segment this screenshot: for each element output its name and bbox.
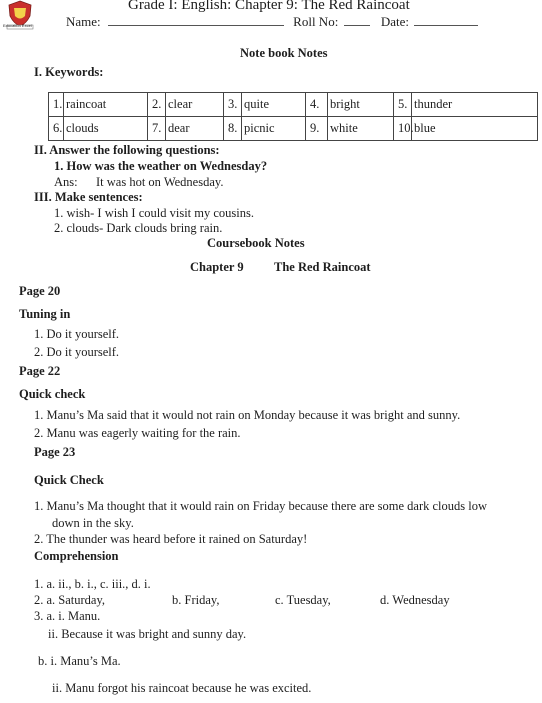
comprehension-heading: Comprehension <box>34 549 119 563</box>
keyword: clouds <box>64 117 148 141</box>
list-item: 3. a. i. Manu. <box>34 609 101 623</box>
answer-1: It was hot on Wednesday. <box>96 175 224 189</box>
sentences-heading: III. Make sentences: <box>34 190 143 204</box>
list-item-continuation: down in the sky. <box>52 516 134 530</box>
logo-caption: Education Excel <box>3 23 32 28</box>
page-20-heading: Page 20 <box>19 284 61 298</box>
keyword: blue <box>412 117 538 141</box>
tuning-in-heading: Tuning in <box>19 307 71 321</box>
keyword-number: 3. <box>224 93 242 117</box>
quick-check-2-heading: Quick Check <box>34 473 104 487</box>
answer-option: 2. a. Saturday, <box>34 593 106 607</box>
keyword-number: 10. <box>394 117 412 141</box>
keyword: bright <box>328 93 394 117</box>
answer-option: b. Friday, <box>172 593 220 607</box>
questions-heading: II. Answer the following questions: <box>34 143 220 157</box>
keyword: quite <box>242 93 306 117</box>
date-label: Date: <box>380 14 409 29</box>
list-item: ii. Manu forgot his raincoat because he was excited. <box>52 681 312 695</box>
keyword-number: 2. <box>148 93 166 117</box>
coursebook-heading: Coursebook Notes <box>207 236 305 250</box>
list-item: 2. Manu was eagerly waiting for the rain. <box>34 426 241 440</box>
list-item: 1. Do it yourself. <box>34 327 120 341</box>
question-1: 1. How was the weather on Wednesday? <box>54 159 268 173</box>
quick-check-heading: Quick check <box>19 387 86 401</box>
sentence-item: 2. clouds- Dark clouds bring rain. <box>54 221 223 235</box>
list-item: ii. Because it was bright and sunny day. <box>48 627 247 641</box>
keyword-number: 9. <box>306 117 328 141</box>
keyword-number: 8. <box>224 117 242 141</box>
keywords-table <box>48 92 538 141</box>
keyword: white <box>328 117 394 141</box>
list-item: 1. a. ii., b. i., c. iii., d. i. <box>34 577 151 591</box>
list-item: 1. Manu’s Ma said that it would not rain on Monday because it was bright and sunny. <box>34 408 461 422</box>
roll-label: Roll No: <box>293 14 339 29</box>
keyword: thunder <box>412 93 538 117</box>
keyword: raincoat <box>64 93 148 117</box>
keywords-heading: I. Keywords: <box>34 65 104 79</box>
keyword-number: 6. <box>49 117 64 141</box>
answer-label: Ans: <box>54 175 78 189</box>
keyword-number: 5. <box>394 93 412 117</box>
date-field[interactable] <box>414 15 478 26</box>
keyword: clear <box>166 93 224 117</box>
answer-option: c. Tuesday, <box>275 593 331 607</box>
student-info-row <box>66 14 478 30</box>
keywords-row <box>49 93 538 117</box>
roll-field[interactable] <box>344 15 370 26</box>
keyword: picnic <box>242 117 306 141</box>
list-item: 2. The thunder was heard before it rained on Saturday! <box>34 532 308 546</box>
list-item: b. i. Manu’s Ma. <box>38 654 121 668</box>
name-field[interactable] <box>108 15 284 26</box>
chapter-label: Chapter 9 <box>190 260 244 274</box>
keyword-number: 7. <box>148 117 166 141</box>
school-logo <box>4 0 36 30</box>
keyword: dear <box>166 117 224 141</box>
keywords-row <box>49 117 538 141</box>
page-title: Grade I: English: Chapter 9: The Red Raincoat <box>128 0 410 13</box>
sentence-item: 1. wish- I wish I could visit my cousins. <box>54 206 254 220</box>
chapter-title: The Red Raincoat <box>274 260 371 274</box>
keyword-number: 1. <box>49 93 64 117</box>
page-22-heading: Page 22 <box>19 364 61 378</box>
notebook-heading: Note book Notes <box>240 46 328 60</box>
page-23-heading: Page 23 <box>34 445 76 459</box>
list-item: 1. Manu’s Ma thought that it would rain on Friday because there are some dark clouds low <box>34 499 488 513</box>
list-item: 2. Do it yourself. <box>34 345 120 359</box>
keyword-number: 4. <box>306 93 328 117</box>
name-label: Name: <box>66 14 101 29</box>
answer-option: d. Wednesday <box>380 593 450 607</box>
